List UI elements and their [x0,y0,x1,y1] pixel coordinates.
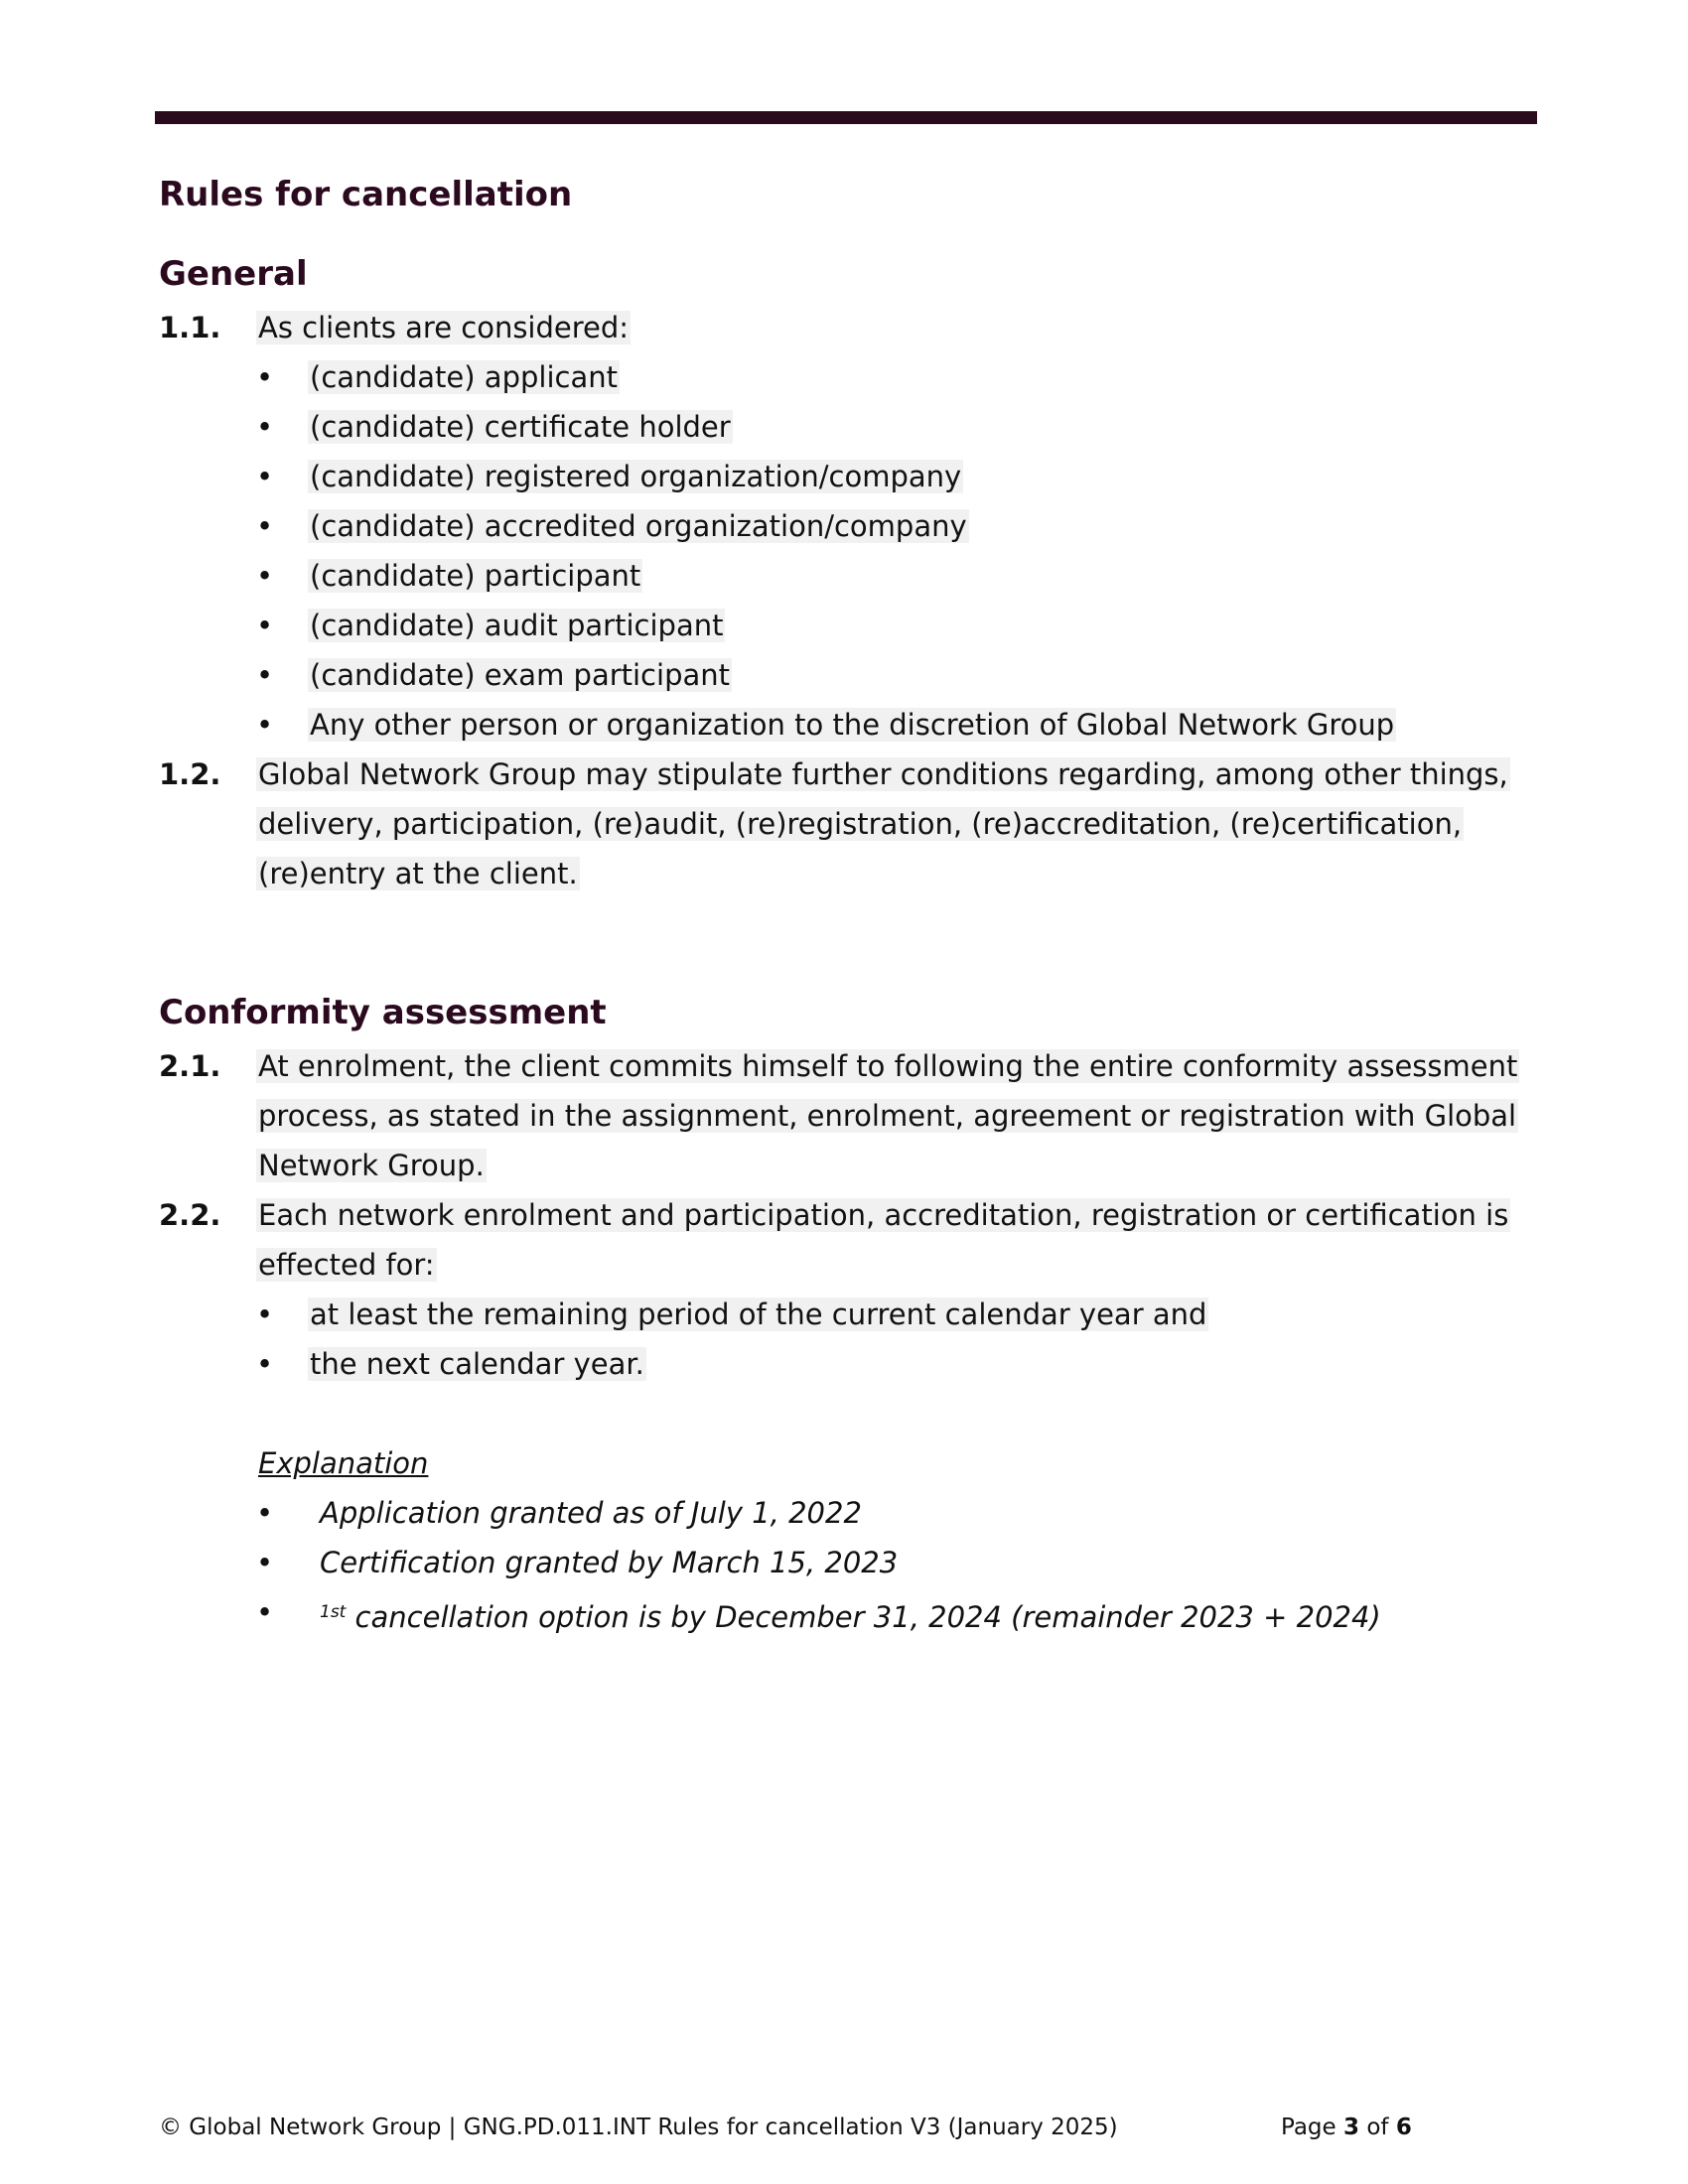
document-title: Rules for cancellation [159,175,573,214]
bullet-icon: • [256,658,274,692]
paragraph-line: At enrolment, the client commits himself to following the entire conformity assessment [258,1049,1518,1083]
bullet-icon: • [256,460,274,493]
bullet-icon: • [256,509,274,543]
paragraph-line: (re)entry at the client. [258,857,578,890]
list-item: (candidate) certificate holder [310,410,731,444]
explanation-item: Application granted as of July 1, 2022 [320,1496,862,1530]
section-heading-general: General [159,254,308,294]
bullet-icon: • [256,1496,274,1530]
section-heading-conformity: Conformity assessment [159,993,607,1032]
top-divider [155,111,1537,124]
explanation-title: Explanation [258,1446,429,1480]
bullet-icon: • [256,1347,274,1381]
bullet-icon: • [256,559,274,593]
item-number: 2.1. [159,1049,221,1083]
explanation-item: $^{1st}$ cancellation option is by December 31, 2024 (remainder 2023 + 2024) [320,1600,1381,1634]
list-item: (candidate) applicant [310,360,618,394]
footer-page-number: Page 3 of 6 [1281,2115,1412,2140]
ordinal-superscript: 1st [320,1602,347,1622]
explanation-item: Certification granted by March 15, 2023 [320,1546,899,1579]
list-item: at least the remaining period of the current calendar year and [310,1297,1207,1331]
item-1-1-text: As clients are considered: [258,311,630,344]
bullet-icon: • [256,708,274,742]
item-number: 1.1. [159,311,221,344]
list-item: (candidate) audit participant [310,609,724,642]
list-item: the next calendar year. [310,1347,644,1381]
bullet-icon: • [256,1595,274,1629]
paragraph-line: process, as stated in the assignment, enrolment, agreement or registration with Global [258,1099,1517,1133]
bullet-icon: • [256,1546,274,1579]
footer-copyright: © Global Network Group | GNG.PD.011.INT Rules for cancellation V3 (January 2025) [159,2115,1118,2140]
paragraph-line: effected for: [258,1248,435,1282]
bullet-icon: • [256,410,274,444]
list-item: (candidate) accredited organization/company [310,509,967,543]
bullet-icon: • [256,1297,274,1331]
paragraph-line: delivery, participation, (re)audit, (re)registration, (re)accreditation, (re)certification, [258,807,1463,841]
item-number: 1.2. [159,757,221,791]
list-item: (candidate) exam participant [310,658,730,692]
bullet-icon: • [256,609,274,642]
list-item: (candidate) registered organization/company [310,460,962,493]
paragraph-line: Each network enrolment and participation, accreditation, registration or certification is [258,1198,1509,1232]
item-text [256,306,631,349]
item-number: 2.2. [159,1198,221,1232]
list-item: Any other person or organization to the discretion of Global Network Group [310,708,1395,742]
paragraph-line: Global Network Group may stipulate further conditions regarding, among other things, [258,757,1508,791]
paragraph-line: Network Group. [258,1149,485,1182]
list-item: (candidate) participant [310,559,641,593]
bullet-icon: • [256,360,274,394]
